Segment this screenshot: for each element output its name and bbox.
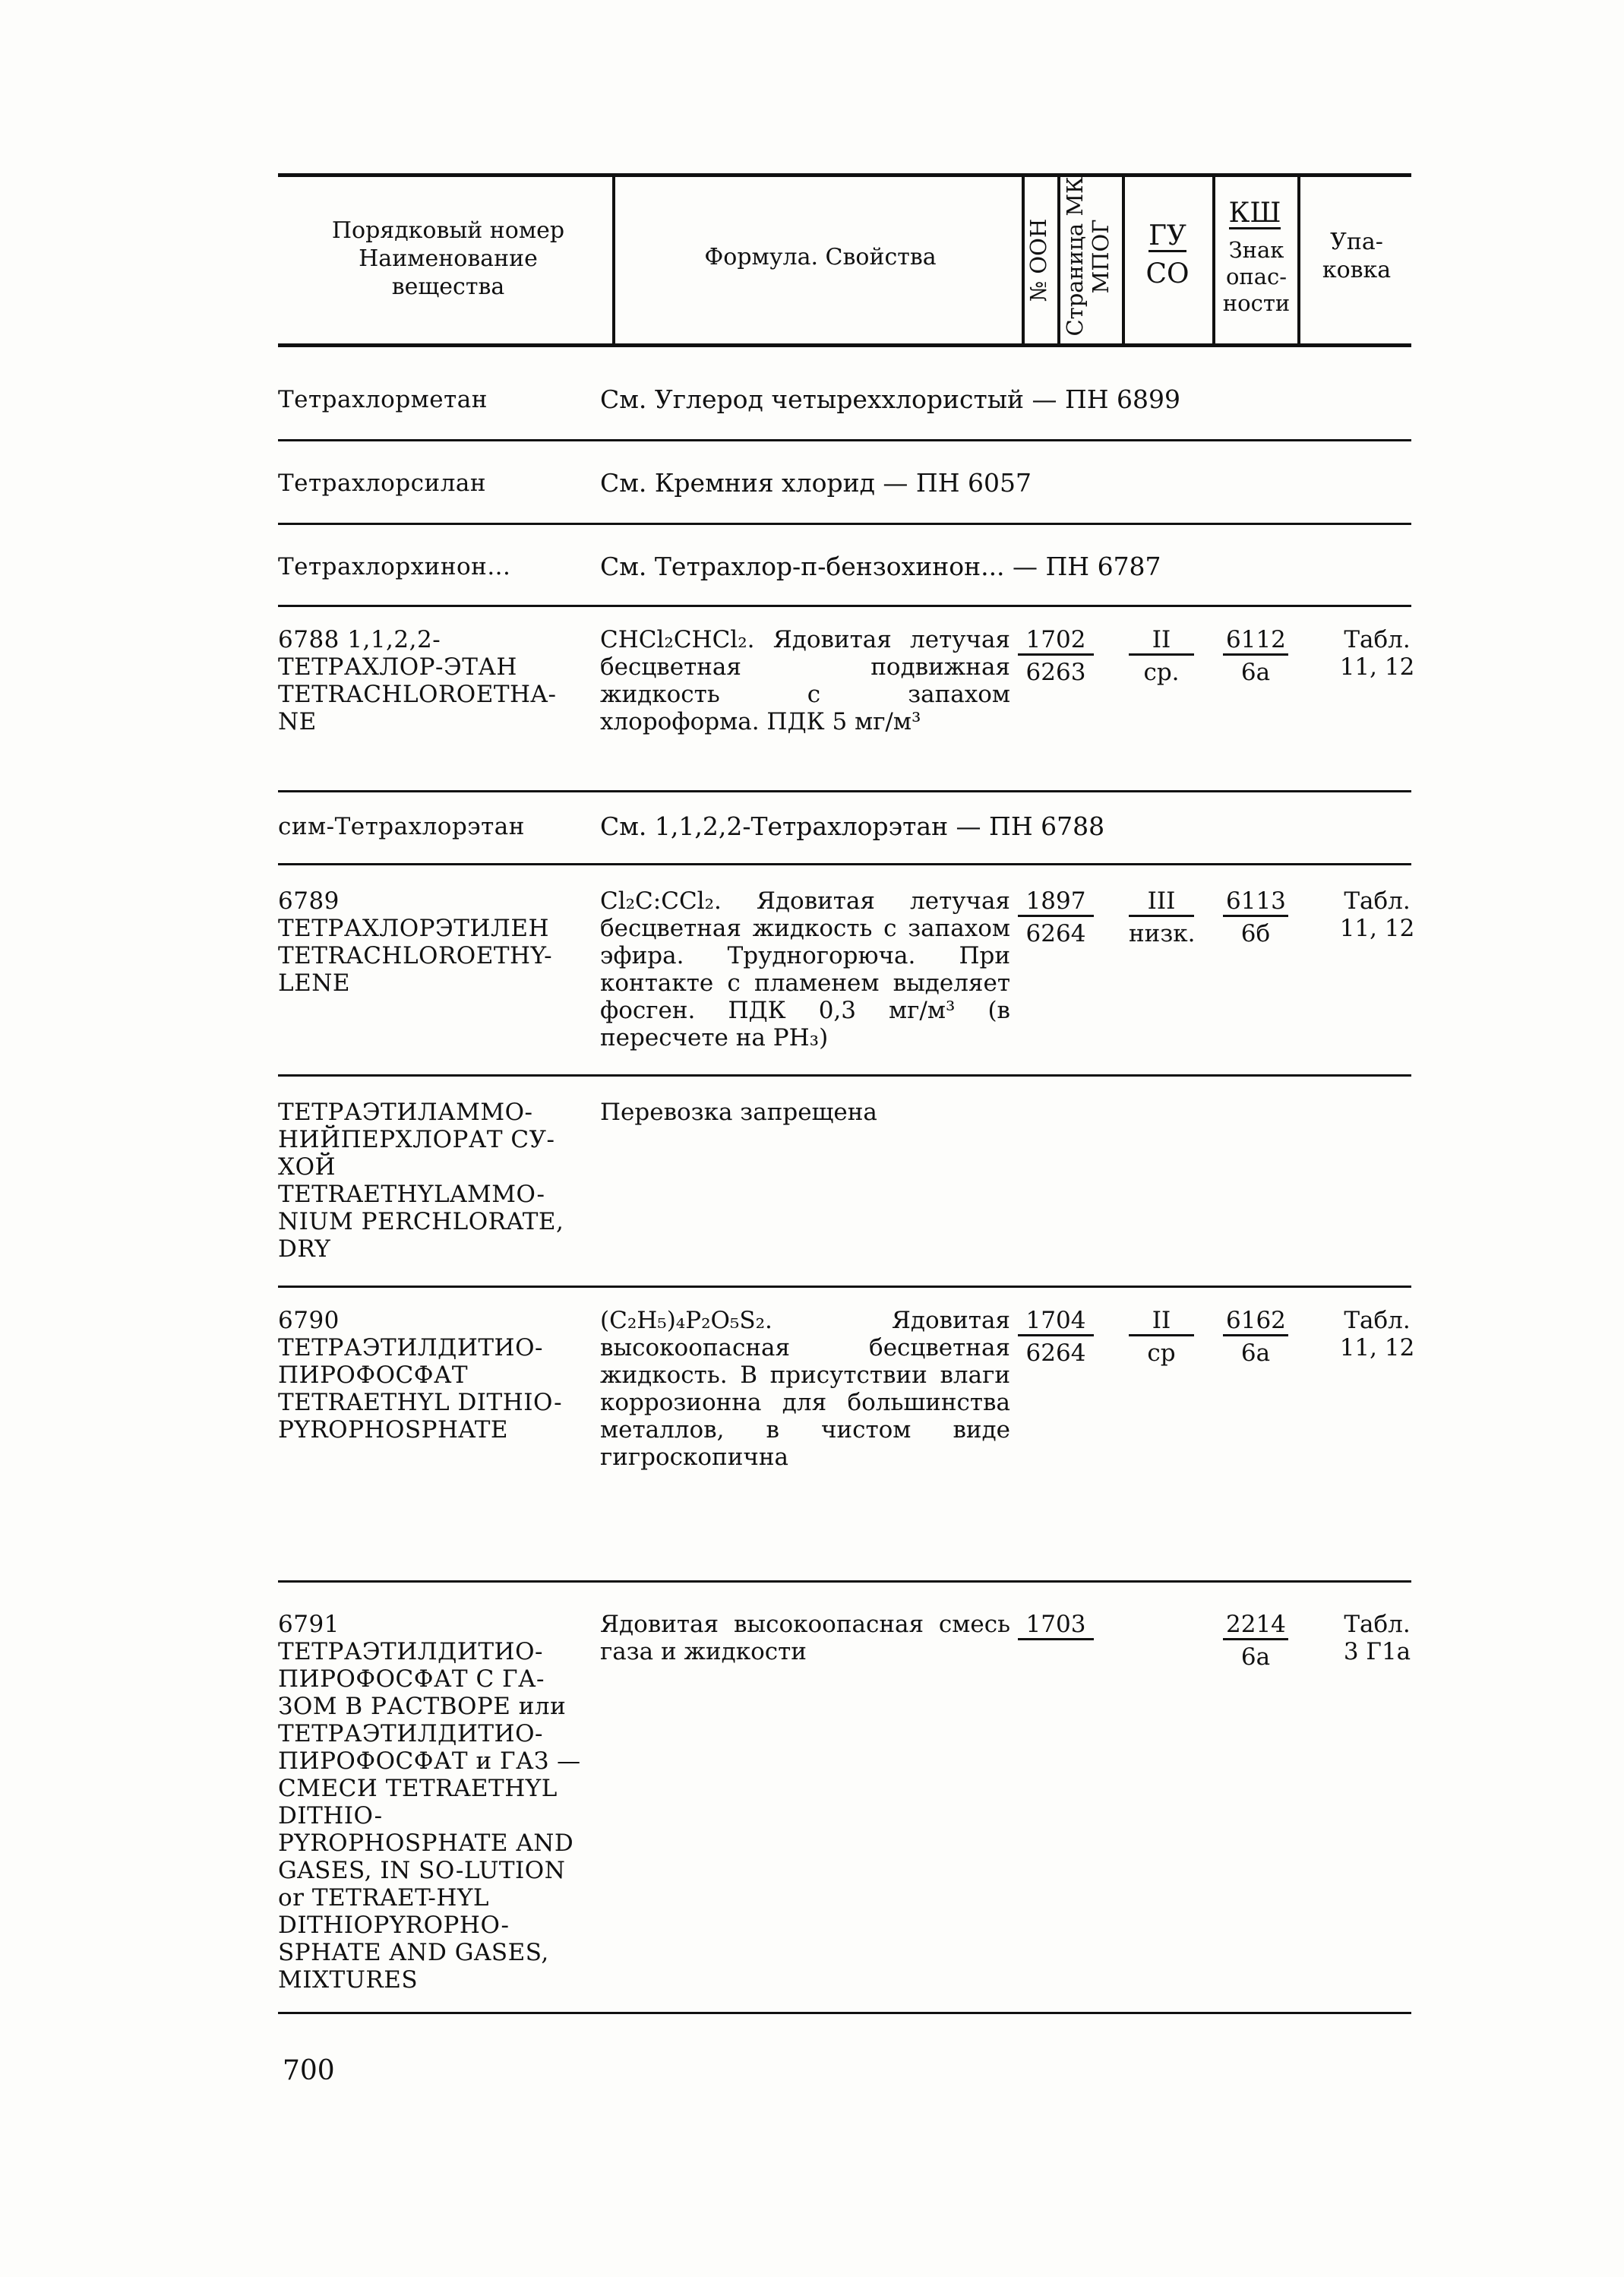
packing-value: Табл. 11, 12	[1339, 626, 1415, 681]
un-page-fraction	[1018, 887, 1094, 947]
un-number: 1897	[1018, 887, 1094, 917]
header-bottom-rule	[278, 343, 1411, 347]
packing-value: Табл. 11, 12	[1339, 887, 1415, 942]
gu-value: II	[1129, 1307, 1194, 1336]
header-un-number: № ООН	[1025, 218, 1051, 302]
un-number: 1703	[1018, 1611, 1094, 1640]
header-divider	[1057, 176, 1060, 343]
row-rule	[278, 1074, 1411, 1077]
gu-so-fraction	[1129, 887, 1194, 947]
row-properties: CHCl₂CHCl₂. Ядовитая летучая бесцветная подвижная жидкость с запахом хлороформа. ПДК 5 мг/м³	[600, 626, 1010, 735]
danger-sign-value: 6а	[1240, 1339, 1271, 1367]
row-name: 6791 ТЕТРАЭТИЛДИТИО-ПИРОФОСФАТ С ГА-ЗОМ В РАСТВОРЕ или ТЕТРАЭТИЛДИТИО-ПИРОФОСФАТ и ГАЗ — СМЕСИ TETRAETHYL DITHIO-PYROPHOSPHATE AND GASES, IN SO-LUTION or TETRAET-HYL DITHIOPYROPHO-SPHATE AND GASES, MIXTURES	[278, 1611, 581, 1994]
ksh-value: 2214	[1223, 1611, 1288, 1640]
row-rule	[278, 1580, 1411, 1583]
row-name: ТЕТРАЭТИЛАММО-НИЙПЕРХЛОРАТ СУ-ХОЙ TETRAETHYLAMMO-NIUM PERCHLORATE, DRY	[278, 1099, 564, 1263]
row-reference: См. Кремния хлорид — ПН 6057	[600, 468, 1032, 498]
header-danger-sign: Знак опас-ности	[1222, 237, 1291, 316]
header-gu	[1126, 222, 1209, 252]
row-name: Тетрахлорхинон...	[278, 553, 511, 580]
so-value: ср	[1147, 1339, 1176, 1367]
danger-sign-value: 6а	[1240, 659, 1271, 686]
un-number: 1704	[1018, 1307, 1094, 1336]
row-rule	[278, 439, 1411, 441]
ksh-sign-fraction	[1223, 887, 1288, 947]
un-page-fraction	[1018, 1611, 1094, 1640]
row-rule	[278, 790, 1411, 792]
row-rule	[278, 863, 1411, 865]
gu-value: II	[1129, 626, 1194, 656]
header-page-mk: Страница МК МПОГ	[1062, 176, 1114, 337]
row-name: 6790 ТЕТРАЭТИЛДИТИО-ПИРОФОСФАТ TETRAETHYL DITHIO-PYROPHOSPHATE	[278, 1307, 563, 1444]
header-ksh	[1215, 199, 1294, 229]
header-top-rule	[278, 173, 1411, 177]
header-ksh-label: КШ	[1228, 198, 1281, 229]
ksh-sign-fraction	[1223, 626, 1288, 686]
row-name: Тетрахлорметан	[278, 386, 488, 413]
header-divider	[1297, 176, 1300, 343]
table-bottom-rule	[278, 2012, 1411, 2014]
ksh-sign-fraction	[1223, 1307, 1288, 1367]
row-name: 6789 ТЕТРАХЛОРЭТИЛЕН TETRACHLOROETHY-LENE	[278, 887, 553, 997]
gu-so-fraction	[1129, 626, 1194, 686]
danger-sign-value: 6а	[1240, 1643, 1271, 1671]
header-number-name: Порядковый номер Наименование вещества	[331, 217, 565, 300]
row-name: сим-Тетрахлорэтан	[278, 813, 525, 840]
ksh-value: 6113	[1223, 887, 1288, 917]
row-rule	[278, 523, 1411, 525]
row-rule	[278, 605, 1411, 607]
header-formula: Формула. Свойства	[704, 244, 937, 270]
so-value: ср.	[1143, 659, 1180, 686]
row-reference: См. Углерод четыреххлористый — ПН 6899	[600, 384, 1181, 414]
row-properties: Перевозка запрещена	[600, 1099, 877, 1126]
gu-so-fraction	[1129, 1307, 1194, 1367]
un-number: 1702	[1018, 626, 1094, 656]
page-number: 700	[283, 2055, 335, 2086]
un-page-fraction	[1018, 1307, 1094, 1367]
row-name: 6788 1,1,2,2-ТЕТРАХЛОР-ЭТАН TETRACHLOROETHA-NE	[278, 626, 557, 735]
row-rule	[278, 1286, 1411, 1288]
page-number-mk: 6263	[1025, 659, 1086, 686]
packing-value: Табл. 3 Г1а	[1343, 1611, 1411, 1665]
row-properties: Cl₂C:CCl₂. Ядовитая летучая бесцветная жидкость с запахом эфира. Трудногорюча. При контакте с пламенем выделяет фосген. ПДК 0,3 мг/м³ (в пересчете на PH₃)	[600, 887, 1010, 1052]
header-divider	[612, 176, 615, 343]
header-divider	[1122, 176, 1125, 343]
gu-value: III	[1129, 887, 1194, 917]
row-properties: Ядовитая высокоопасная смесь газа и жидкости	[600, 1611, 1010, 1665]
ksh-sign-fraction	[1223, 1611, 1288, 1671]
ksh-value: 6112	[1223, 626, 1288, 656]
page-number-mk: 6264	[1025, 1339, 1086, 1367]
row-reference: См. Тетрахлор-п-бензохинон... — ПН 6787	[600, 552, 1161, 581]
row-properties: (C₂H₅)₄P₂O₅S₂. Ядовитая высокоопасная бесцветная жидкость. В присутствии влаги коррозионна для большинства металлов, в чистом виде гигроскопична	[600, 1307, 1010, 1471]
header-so: СО	[1145, 258, 1190, 289]
header-divider	[1022, 176, 1025, 343]
page-number-mk: 6264	[1025, 920, 1086, 947]
header-packing: Упа-ковка	[1322, 229, 1392, 283]
header-gu-label: ГУ	[1148, 220, 1186, 251]
row-name: Тетрахлорсилан	[278, 470, 487, 497]
danger-sign-value: 6б	[1240, 920, 1271, 947]
un-page-fraction	[1018, 626, 1094, 686]
row-reference: См. 1,1,2,2-Тетрахлорэтан — ПН 6788	[600, 811, 1105, 841]
so-value: низк.	[1129, 920, 1196, 947]
ksh-value: 6162	[1223, 1307, 1288, 1336]
packing-value: Табл. 11, 12	[1339, 1307, 1415, 1361]
